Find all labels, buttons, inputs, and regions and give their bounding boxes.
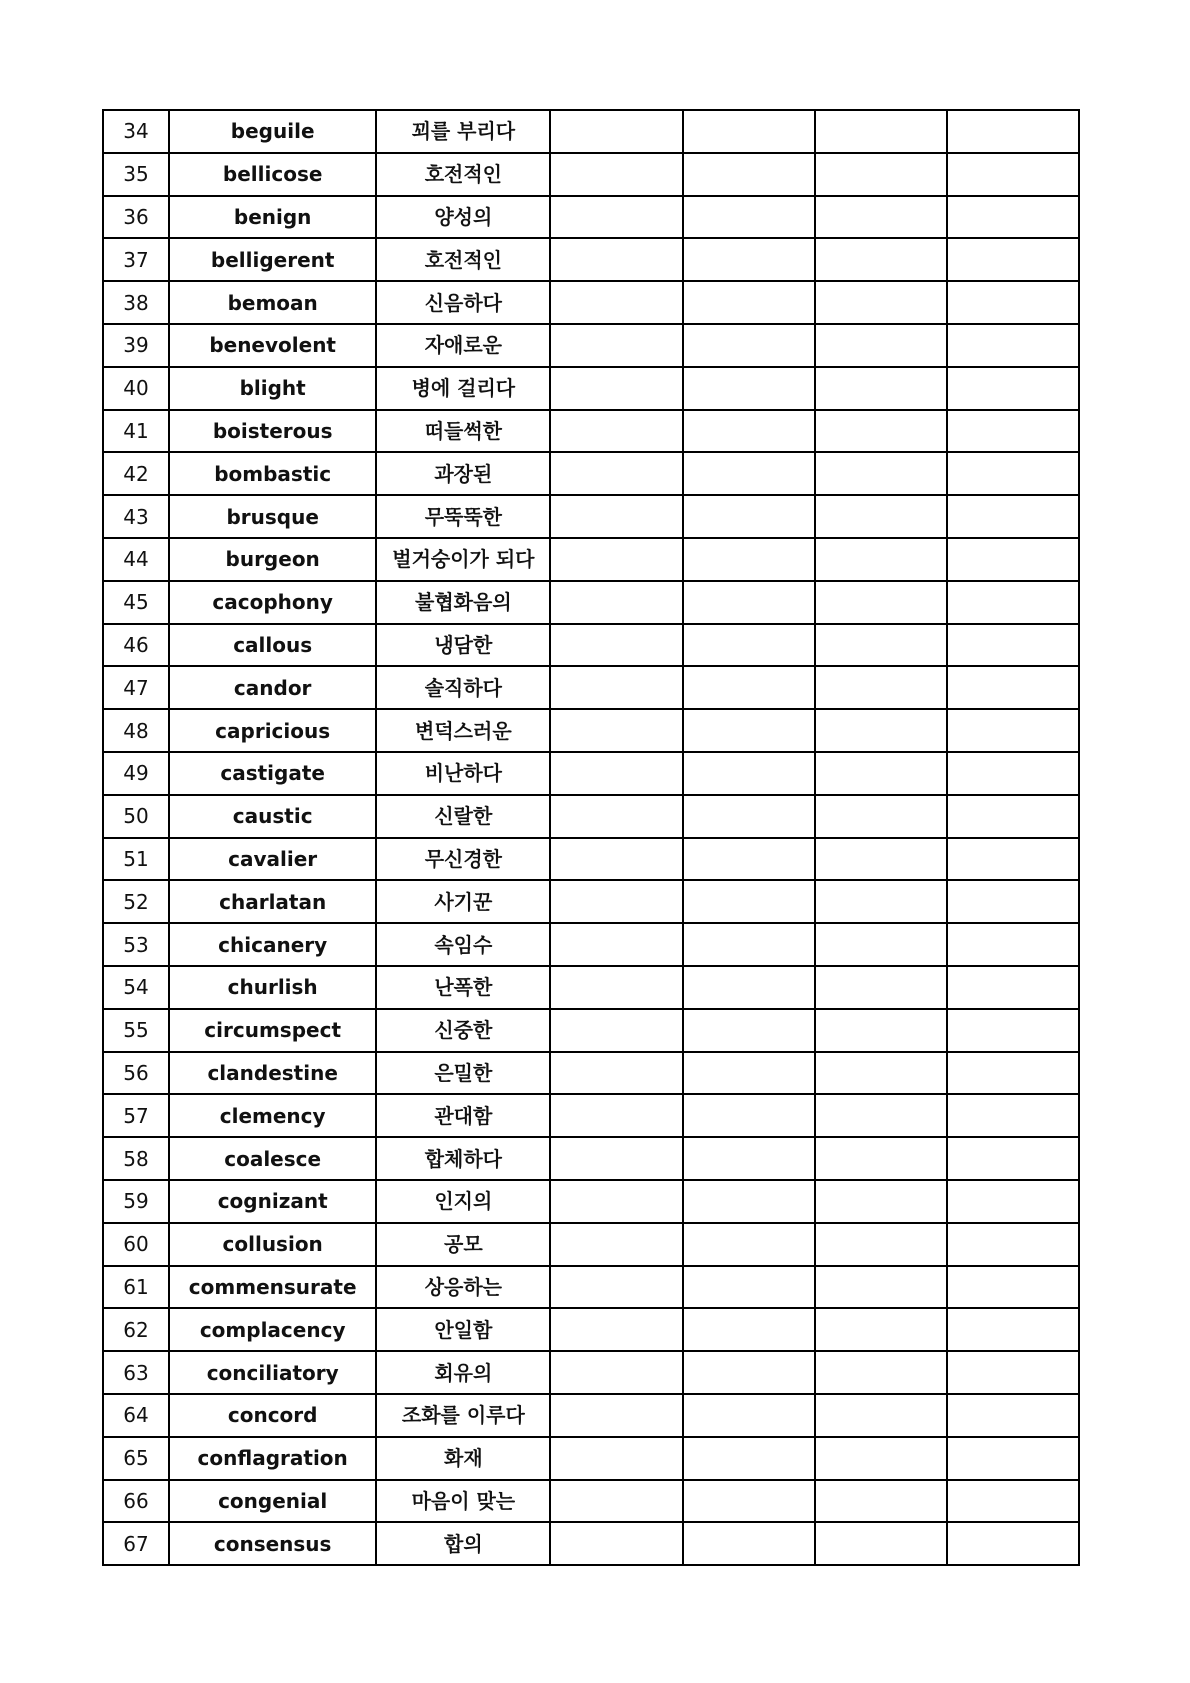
row-number: 37	[103, 238, 169, 281]
row-number: 67	[103, 1522, 169, 1565]
blank-practice-cell	[947, 709, 1079, 752]
english-word: congenial	[169, 1480, 376, 1523]
english-word: brusque	[169, 495, 376, 538]
blank-practice-cell	[550, 966, 682, 1009]
blank-practice-cell	[947, 1223, 1079, 1266]
blank-practice-cell	[947, 238, 1079, 281]
english-word: coalesce	[169, 1137, 376, 1180]
blank-practice-cell	[815, 838, 947, 881]
blank-practice-cell	[947, 495, 1079, 538]
blank-practice-cell	[947, 1308, 1079, 1351]
row-number: 39	[103, 324, 169, 367]
blank-practice-cell	[683, 1180, 815, 1223]
blank-practice-cell	[683, 367, 815, 410]
blank-practice-cell	[683, 324, 815, 367]
row-number: 41	[103, 410, 169, 453]
blank-practice-cell	[550, 1052, 682, 1095]
blank-practice-cell	[815, 1437, 947, 1480]
blank-practice-cell	[815, 367, 947, 410]
blank-practice-cell	[947, 1137, 1079, 1180]
table-row	[103, 1137, 1079, 1180]
blank-practice-cell	[550, 1094, 682, 1137]
row-number: 48	[103, 709, 169, 752]
english-word: consensus	[169, 1522, 376, 1565]
korean-meaning: 자애로운	[376, 324, 550, 367]
english-word: capricious	[169, 709, 376, 752]
row-number: 53	[103, 923, 169, 966]
blank-practice-cell	[683, 1480, 815, 1523]
table-row	[103, 367, 1079, 410]
blank-practice-cell	[947, 1266, 1079, 1309]
korean-meaning: 호전적인	[376, 153, 550, 196]
table-row	[103, 581, 1079, 624]
blank-practice-cell	[550, 452, 682, 495]
blank-practice-cell	[815, 110, 947, 153]
row-number: 38	[103, 281, 169, 324]
table-row	[103, 410, 1079, 453]
english-word: caustic	[169, 795, 376, 838]
korean-meaning: 벌거숭이가 되다	[376, 538, 550, 581]
table-row	[103, 238, 1079, 281]
blank-practice-cell	[683, 752, 815, 795]
table-row	[103, 495, 1079, 538]
blank-practice-cell	[815, 1180, 947, 1223]
english-word: blight	[169, 367, 376, 410]
row-number: 56	[103, 1052, 169, 1095]
table-row	[103, 1223, 1079, 1266]
row-number: 34	[103, 110, 169, 153]
korean-meaning: 냉담한	[376, 624, 550, 667]
korean-meaning: 불협화음의	[376, 581, 550, 624]
row-number: 49	[103, 752, 169, 795]
row-number: 42	[103, 452, 169, 495]
blank-practice-cell	[683, 1266, 815, 1309]
blank-practice-cell	[683, 1137, 815, 1180]
english-word: bemoan	[169, 281, 376, 324]
blank-practice-cell	[550, 1266, 682, 1309]
english-word: benevolent	[169, 324, 376, 367]
blank-practice-cell	[550, 1480, 682, 1523]
blank-practice-cell	[683, 1009, 815, 1052]
table-row	[103, 153, 1079, 196]
blank-practice-cell	[550, 923, 682, 966]
blank-practice-cell	[815, 1223, 947, 1266]
korean-meaning: 꾀를 부리다	[376, 110, 550, 153]
blank-practice-cell	[947, 1009, 1079, 1052]
korean-meaning: 안일함	[376, 1308, 550, 1351]
blank-practice-cell	[550, 1223, 682, 1266]
english-word: belligerent	[169, 238, 376, 281]
blank-practice-cell	[815, 495, 947, 538]
blank-practice-cell	[815, 538, 947, 581]
english-word: cognizant	[169, 1180, 376, 1223]
english-word: beguile	[169, 110, 376, 153]
korean-meaning: 신음하다	[376, 281, 550, 324]
table-row	[103, 1052, 1079, 1095]
blank-practice-cell	[550, 624, 682, 667]
blank-practice-cell	[815, 1351, 947, 1394]
table-row	[103, 966, 1079, 1009]
table-row	[103, 923, 1079, 966]
blank-practice-cell	[815, 1137, 947, 1180]
blank-practice-cell	[683, 880, 815, 923]
blank-practice-cell	[815, 709, 947, 752]
korean-meaning: 합체하다	[376, 1137, 550, 1180]
table-row	[103, 1266, 1079, 1309]
blank-practice-cell	[550, 1522, 682, 1565]
row-number: 44	[103, 538, 169, 581]
vocabulary-table	[102, 109, 1080, 1566]
korean-meaning: 관대함	[376, 1094, 550, 1137]
blank-practice-cell	[683, 1437, 815, 1480]
blank-practice-cell	[683, 923, 815, 966]
korean-meaning: 호전적인	[376, 238, 550, 281]
blank-practice-cell	[550, 1394, 682, 1437]
korean-meaning: 합의	[376, 1522, 550, 1565]
blank-practice-cell	[683, 1394, 815, 1437]
blank-practice-cell	[683, 110, 815, 153]
blank-practice-cell	[550, 795, 682, 838]
english-word: castigate	[169, 752, 376, 795]
korean-meaning: 난폭한	[376, 966, 550, 1009]
table-row	[103, 752, 1079, 795]
korean-meaning: 병에 걸리다	[376, 367, 550, 410]
table-row	[103, 1522, 1079, 1565]
blank-practice-cell	[947, 880, 1079, 923]
table-row	[103, 709, 1079, 752]
blank-practice-cell	[815, 966, 947, 1009]
row-number: 66	[103, 1480, 169, 1523]
blank-practice-cell	[815, 752, 947, 795]
blank-practice-cell	[550, 495, 682, 538]
table-row	[103, 1437, 1079, 1480]
table-row	[103, 1094, 1079, 1137]
row-number: 35	[103, 153, 169, 196]
blank-practice-cell	[815, 1308, 947, 1351]
korean-meaning: 은밀한	[376, 1052, 550, 1095]
english-word: clandestine	[169, 1052, 376, 1095]
blank-practice-cell	[683, 966, 815, 1009]
blank-practice-cell	[947, 923, 1079, 966]
table-row	[103, 538, 1079, 581]
blank-practice-cell	[947, 666, 1079, 709]
blank-practice-cell	[815, 624, 947, 667]
blank-practice-cell	[550, 1009, 682, 1052]
blank-practice-cell	[550, 1437, 682, 1480]
blank-practice-cell	[550, 324, 682, 367]
blank-practice-cell	[550, 238, 682, 281]
blank-practice-cell	[683, 238, 815, 281]
blank-practice-cell	[947, 1522, 1079, 1565]
blank-practice-cell	[947, 324, 1079, 367]
blank-practice-cell	[550, 1308, 682, 1351]
english-word: charlatan	[169, 880, 376, 923]
blank-practice-cell	[550, 666, 682, 709]
blank-practice-cell	[815, 196, 947, 239]
table-row	[103, 880, 1079, 923]
blank-practice-cell	[815, 1480, 947, 1523]
english-word: candor	[169, 666, 376, 709]
table-row	[103, 196, 1079, 239]
blank-practice-cell	[683, 1522, 815, 1565]
english-word: bellicose	[169, 153, 376, 196]
table-row	[103, 624, 1079, 667]
english-word: complacency	[169, 1308, 376, 1351]
row-number: 47	[103, 666, 169, 709]
vocabulary-table-body	[103, 110, 1079, 1565]
english-word: cavalier	[169, 838, 376, 881]
blank-practice-cell	[947, 367, 1079, 410]
table-row	[103, 838, 1079, 881]
table-row	[103, 110, 1079, 153]
blank-practice-cell	[550, 709, 682, 752]
row-number: 40	[103, 367, 169, 410]
korean-meaning: 변덕스러운	[376, 709, 550, 752]
blank-practice-cell	[550, 880, 682, 923]
korean-meaning: 신랄한	[376, 795, 550, 838]
english-word: burgeon	[169, 538, 376, 581]
blank-practice-cell	[683, 281, 815, 324]
blank-practice-cell	[815, 1266, 947, 1309]
table-row	[103, 1180, 1079, 1223]
korean-meaning: 회유의	[376, 1351, 550, 1394]
row-number: 61	[103, 1266, 169, 1309]
blank-practice-cell	[550, 581, 682, 624]
korean-meaning: 과장된	[376, 452, 550, 495]
table-row	[103, 666, 1079, 709]
table-row	[103, 795, 1079, 838]
english-word: chicanery	[169, 923, 376, 966]
blank-practice-cell	[947, 452, 1079, 495]
blank-practice-cell	[550, 538, 682, 581]
blank-practice-cell	[947, 1480, 1079, 1523]
row-number: 52	[103, 880, 169, 923]
english-word: conciliatory	[169, 1351, 376, 1394]
korean-meaning: 비난하다	[376, 752, 550, 795]
row-number: 58	[103, 1137, 169, 1180]
row-number: 63	[103, 1351, 169, 1394]
english-word: commensurate	[169, 1266, 376, 1309]
blank-practice-cell	[683, 495, 815, 538]
blank-practice-cell	[815, 1094, 947, 1137]
table-row	[103, 1480, 1079, 1523]
blank-practice-cell	[947, 281, 1079, 324]
table-row	[103, 452, 1079, 495]
english-word: concord	[169, 1394, 376, 1437]
korean-meaning: 떠들썩한	[376, 410, 550, 453]
blank-practice-cell	[683, 410, 815, 453]
korean-meaning: 화재	[376, 1437, 550, 1480]
blank-practice-cell	[683, 795, 815, 838]
blank-practice-cell	[947, 1437, 1079, 1480]
blank-practice-cell	[683, 581, 815, 624]
blank-practice-cell	[550, 1180, 682, 1223]
blank-practice-cell	[947, 581, 1079, 624]
korean-meaning: 인지의	[376, 1180, 550, 1223]
blank-practice-cell	[815, 281, 947, 324]
korean-meaning: 솔직하다	[376, 666, 550, 709]
row-number: 50	[103, 795, 169, 838]
blank-practice-cell	[683, 196, 815, 239]
table-row	[103, 281, 1079, 324]
blank-practice-cell	[683, 1094, 815, 1137]
blank-practice-cell	[815, 923, 947, 966]
table-row	[103, 1351, 1079, 1394]
blank-practice-cell	[947, 752, 1079, 795]
blank-practice-cell	[683, 624, 815, 667]
blank-practice-cell	[947, 538, 1079, 581]
table-row	[103, 1009, 1079, 1052]
korean-meaning: 공모	[376, 1223, 550, 1266]
english-word: bombastic	[169, 452, 376, 495]
blank-practice-cell	[550, 1351, 682, 1394]
blank-practice-cell	[550, 367, 682, 410]
blank-practice-cell	[947, 153, 1079, 196]
blank-practice-cell	[683, 1351, 815, 1394]
blank-practice-cell	[683, 538, 815, 581]
korean-meaning: 조화를 이루다	[376, 1394, 550, 1437]
blank-practice-cell	[947, 196, 1079, 239]
blank-practice-cell	[683, 1052, 815, 1095]
blank-practice-cell	[947, 110, 1079, 153]
blank-practice-cell	[947, 624, 1079, 667]
blank-practice-cell	[815, 581, 947, 624]
english-word: collusion	[169, 1223, 376, 1266]
blank-practice-cell	[550, 410, 682, 453]
row-number: 45	[103, 581, 169, 624]
table-row	[103, 1308, 1079, 1351]
blank-practice-cell	[815, 452, 947, 495]
blank-practice-cell	[947, 410, 1079, 453]
english-word: circumspect	[169, 1009, 376, 1052]
blank-practice-cell	[815, 880, 947, 923]
blank-practice-cell	[683, 153, 815, 196]
blank-practice-cell	[683, 1223, 815, 1266]
row-number: 59	[103, 1180, 169, 1223]
blank-practice-cell	[947, 1394, 1079, 1437]
row-number: 55	[103, 1009, 169, 1052]
blank-practice-cell	[683, 452, 815, 495]
table-row	[103, 1394, 1079, 1437]
row-number: 54	[103, 966, 169, 1009]
korean-meaning: 사기꾼	[376, 880, 550, 923]
blank-practice-cell	[947, 966, 1079, 1009]
korean-meaning: 무신경한	[376, 838, 550, 881]
row-number: 51	[103, 838, 169, 881]
row-number: 43	[103, 495, 169, 538]
blank-practice-cell	[947, 1094, 1079, 1137]
korean-meaning: 속임수	[376, 923, 550, 966]
table-row	[103, 324, 1079, 367]
english-word: churlish	[169, 966, 376, 1009]
korean-meaning: 신중한	[376, 1009, 550, 1052]
row-number: 36	[103, 196, 169, 239]
blank-practice-cell	[815, 238, 947, 281]
blank-practice-cell	[550, 838, 682, 881]
blank-practice-cell	[947, 1351, 1079, 1394]
blank-practice-cell	[815, 1009, 947, 1052]
row-number: 62	[103, 1308, 169, 1351]
english-word: benign	[169, 196, 376, 239]
blank-practice-cell	[815, 153, 947, 196]
row-number: 64	[103, 1394, 169, 1437]
english-word: clemency	[169, 1094, 376, 1137]
blank-practice-cell	[550, 196, 682, 239]
english-word: cacophony	[169, 581, 376, 624]
blank-practice-cell	[550, 752, 682, 795]
row-number: 46	[103, 624, 169, 667]
blank-practice-cell	[947, 1180, 1079, 1223]
blank-practice-cell	[815, 324, 947, 367]
blank-practice-cell	[815, 795, 947, 838]
blank-practice-cell	[550, 153, 682, 196]
korean-meaning: 양성의	[376, 196, 550, 239]
blank-practice-cell	[550, 1137, 682, 1180]
blank-practice-cell	[683, 666, 815, 709]
blank-practice-cell	[815, 666, 947, 709]
row-number: 57	[103, 1094, 169, 1137]
blank-practice-cell	[550, 110, 682, 153]
english-word: callous	[169, 624, 376, 667]
blank-practice-cell	[947, 838, 1079, 881]
blank-practice-cell	[683, 838, 815, 881]
blank-practice-cell	[815, 410, 947, 453]
korean-meaning: 상응하는	[376, 1266, 550, 1309]
row-number: 65	[103, 1437, 169, 1480]
blank-practice-cell	[947, 795, 1079, 838]
korean-meaning: 무뚝뚝한	[376, 495, 550, 538]
row-number: 60	[103, 1223, 169, 1266]
korean-meaning: 마음이 맞는	[376, 1480, 550, 1523]
blank-practice-cell	[683, 1308, 815, 1351]
english-word: conflagration	[169, 1437, 376, 1480]
blank-practice-cell	[815, 1394, 947, 1437]
english-word: boisterous	[169, 410, 376, 453]
blank-practice-cell	[815, 1052, 947, 1095]
blank-practice-cell	[815, 1522, 947, 1565]
blank-practice-cell	[683, 709, 815, 752]
blank-practice-cell	[947, 1052, 1079, 1095]
blank-practice-cell	[550, 281, 682, 324]
